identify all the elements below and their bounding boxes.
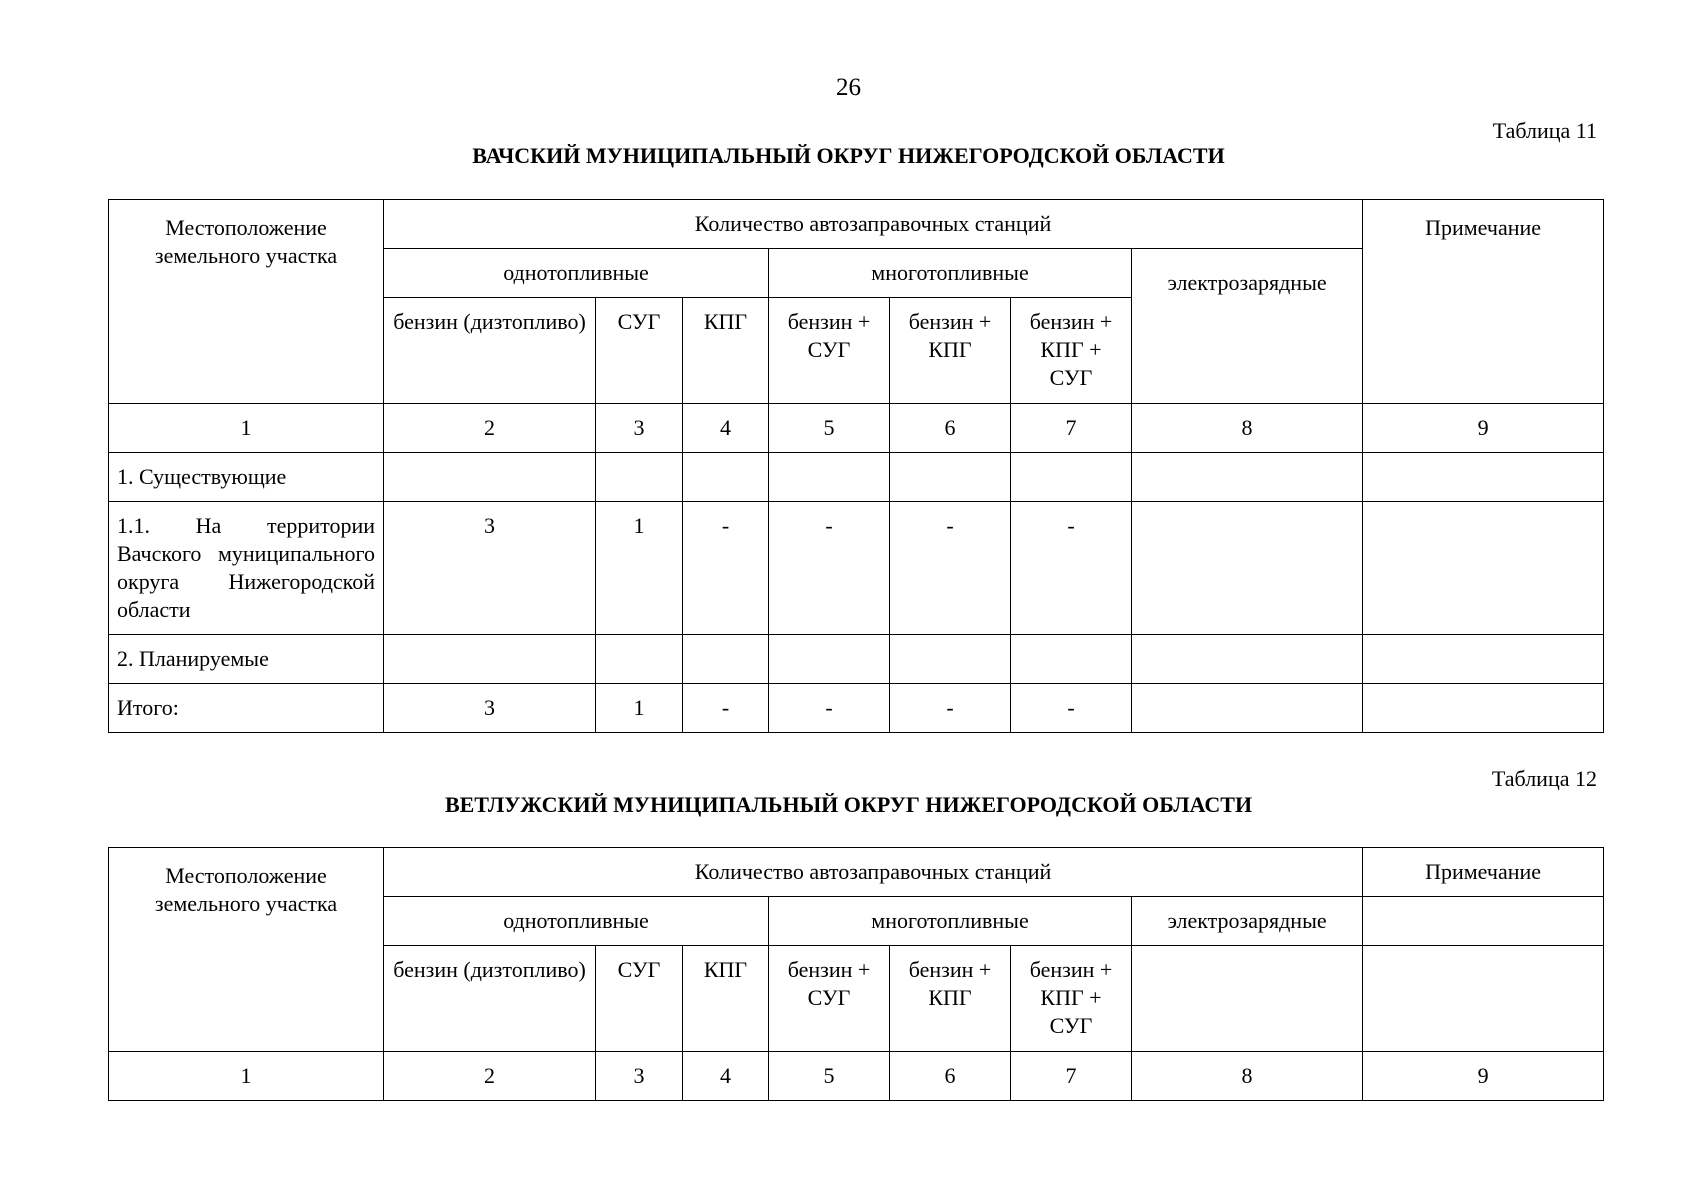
table-cell: [384, 453, 596, 502]
header-electric-blank: [1132, 946, 1363, 1052]
row-label: Итого:: [109, 684, 384, 733]
table-cell: [1011, 635, 1132, 684]
header-location: Местоположение земельного участка: [109, 200, 384, 404]
header-note: Примечание: [1363, 200, 1604, 404]
table-cell: -: [683, 502, 769, 635]
column-number: 3: [596, 404, 683, 453]
header-electric: электрозарядные: [1132, 897, 1363, 946]
table-cell: [1363, 453, 1604, 502]
header-location: Местоположение земельного участка: [109, 848, 384, 1052]
table-cell: [683, 453, 769, 502]
header-multi-fuel: многотопливные: [769, 249, 1132, 298]
header-petrol-lpg-text: бензин + СУГ: [787, 309, 871, 362]
table-cell: -: [1011, 684, 1132, 733]
header-petrol-lpg: [769, 946, 890, 1052]
table-cell: [1011, 453, 1132, 502]
row-label: 2. Планируемые: [109, 635, 384, 684]
header-cng-text: КПГ: [703, 957, 748, 982]
column-number: 1: [109, 1052, 384, 1101]
header-petrol-cng-text: бензин + КПГ: [908, 957, 992, 1010]
table-12-title: ВЕТЛУЖСКИЙ МУНИЦИПАЛЬНЫЙ ОКРУГ НИЖЕГОРОДСКОЙ ОБЛАСТИ: [444, 792, 1253, 817]
table-cell: [1363, 684, 1604, 733]
header-petrol: [384, 298, 596, 404]
header-multi-fuel: многотопливные: [769, 897, 1132, 946]
column-number: 5: [769, 404, 890, 453]
header-petrol-text: бензин (дизтопливо): [393, 309, 586, 334]
column-number: 9: [1363, 404, 1604, 453]
table-cell: -: [890, 502, 1011, 635]
table-cell: [769, 453, 890, 502]
table-cell: [890, 635, 1011, 684]
table-row: [109, 635, 1604, 684]
header-petrol-cng-lpg-text: бензин + КПГ + СУГ: [1029, 957, 1113, 1038]
header-station-count: Количество автозаправочных станций: [384, 200, 1363, 249]
table-cell: [1132, 684, 1363, 733]
table-cell: 3: [384, 502, 596, 635]
column-number: 6: [890, 404, 1011, 453]
column-number: 4: [683, 1052, 769, 1101]
table-cell: [596, 635, 683, 684]
column-number-row: [109, 404, 1604, 453]
header-note: Примечание: [1363, 848, 1604, 897]
column-number: 9: [1363, 1052, 1604, 1101]
header-petrol-cng-lpg: [1011, 298, 1132, 404]
table-cell: -: [769, 502, 890, 635]
table-cell: [1363, 502, 1604, 635]
table-11: [108, 199, 1604, 733]
column-number: 7: [1011, 1052, 1132, 1101]
table-11-title: ВАЧСКИЙ МУНИЦИПАЛЬНЫЙ ОКРУГ НИЖЕГОРОДСКОЙ ОБЛАСТИ: [472, 143, 1225, 168]
table-cell: -: [890, 684, 1011, 733]
header-lpg: [596, 946, 683, 1052]
column-number: 1: [109, 404, 384, 453]
header-petrol-lpg-text: бензин + СУГ: [787, 957, 871, 1010]
column-number: 5: [769, 1052, 890, 1101]
header-cng: [683, 946, 769, 1052]
header-petrol-text: бензин (дизтопливо): [393, 957, 586, 982]
column-number: 6: [890, 1052, 1011, 1101]
table-cell: 1: [596, 684, 683, 733]
header-petrol: [384, 946, 596, 1052]
header-cng-text: КПГ: [703, 309, 748, 334]
row-label: 1.1. На территории Вачского муниципального округа Нижегородской области: [109, 502, 384, 635]
table-cell: [596, 453, 683, 502]
table-cell: [1363, 635, 1604, 684]
header-petrol-cng-lpg: [1011, 946, 1132, 1052]
table-12: [108, 847, 1604, 1101]
table-cell: [1132, 502, 1363, 635]
column-number: 2: [384, 404, 596, 453]
table-cell: [890, 453, 1011, 502]
table-cell: [1132, 453, 1363, 502]
header-electric-text: электрозарядные: [1167, 270, 1327, 295]
header-station-count: Количество автозаправочных станций: [384, 848, 1363, 897]
table-row: [109, 502, 1604, 635]
header-electric: [1132, 249, 1363, 404]
header-petrol-cng-text: бензин + КПГ: [908, 309, 992, 362]
row-label: 1. Существующие: [109, 453, 384, 502]
page-number: 26: [836, 74, 861, 101]
column-number: 7: [1011, 404, 1132, 453]
column-number: 3: [596, 1052, 683, 1101]
column-number: 8: [1132, 404, 1363, 453]
table-cell: -: [683, 684, 769, 733]
table-cell: -: [769, 684, 890, 733]
header-single-fuel: однотопливные: [384, 897, 769, 946]
column-number-row: [109, 1052, 1604, 1101]
table-cell: -: [1011, 502, 1132, 635]
table-row: [109, 684, 1604, 733]
column-number: 4: [683, 404, 769, 453]
header-lpg: [596, 298, 683, 404]
table-cell: 3: [384, 684, 596, 733]
column-number: 8: [1132, 1052, 1363, 1101]
column-number: 2: [384, 1052, 596, 1101]
header-petrol-cng: [890, 946, 1011, 1052]
table-11-label: Таблица 11: [1492, 118, 1597, 143]
header-petrol-cng-lpg-text: бензин + КПГ + СУГ: [1029, 309, 1113, 390]
table-cell: 1: [596, 502, 683, 635]
table-cell: [683, 635, 769, 684]
header-lpg-text: СУГ: [617, 309, 661, 334]
header-note-blank: [1363, 946, 1604, 1052]
table-cell: [1132, 635, 1363, 684]
table-row: [109, 453, 1604, 502]
table-cell: [384, 635, 596, 684]
header-petrol-cng: [890, 298, 1011, 404]
table-cell: [769, 635, 890, 684]
header-cng: [683, 298, 769, 404]
table-12-label: Таблица 12: [1491, 766, 1597, 791]
header-petrol-lpg: [769, 298, 890, 404]
header-note-blank: [1363, 897, 1604, 946]
header-lpg-text: СУГ: [617, 957, 661, 982]
header-single-fuel: однотопливные: [384, 249, 769, 298]
